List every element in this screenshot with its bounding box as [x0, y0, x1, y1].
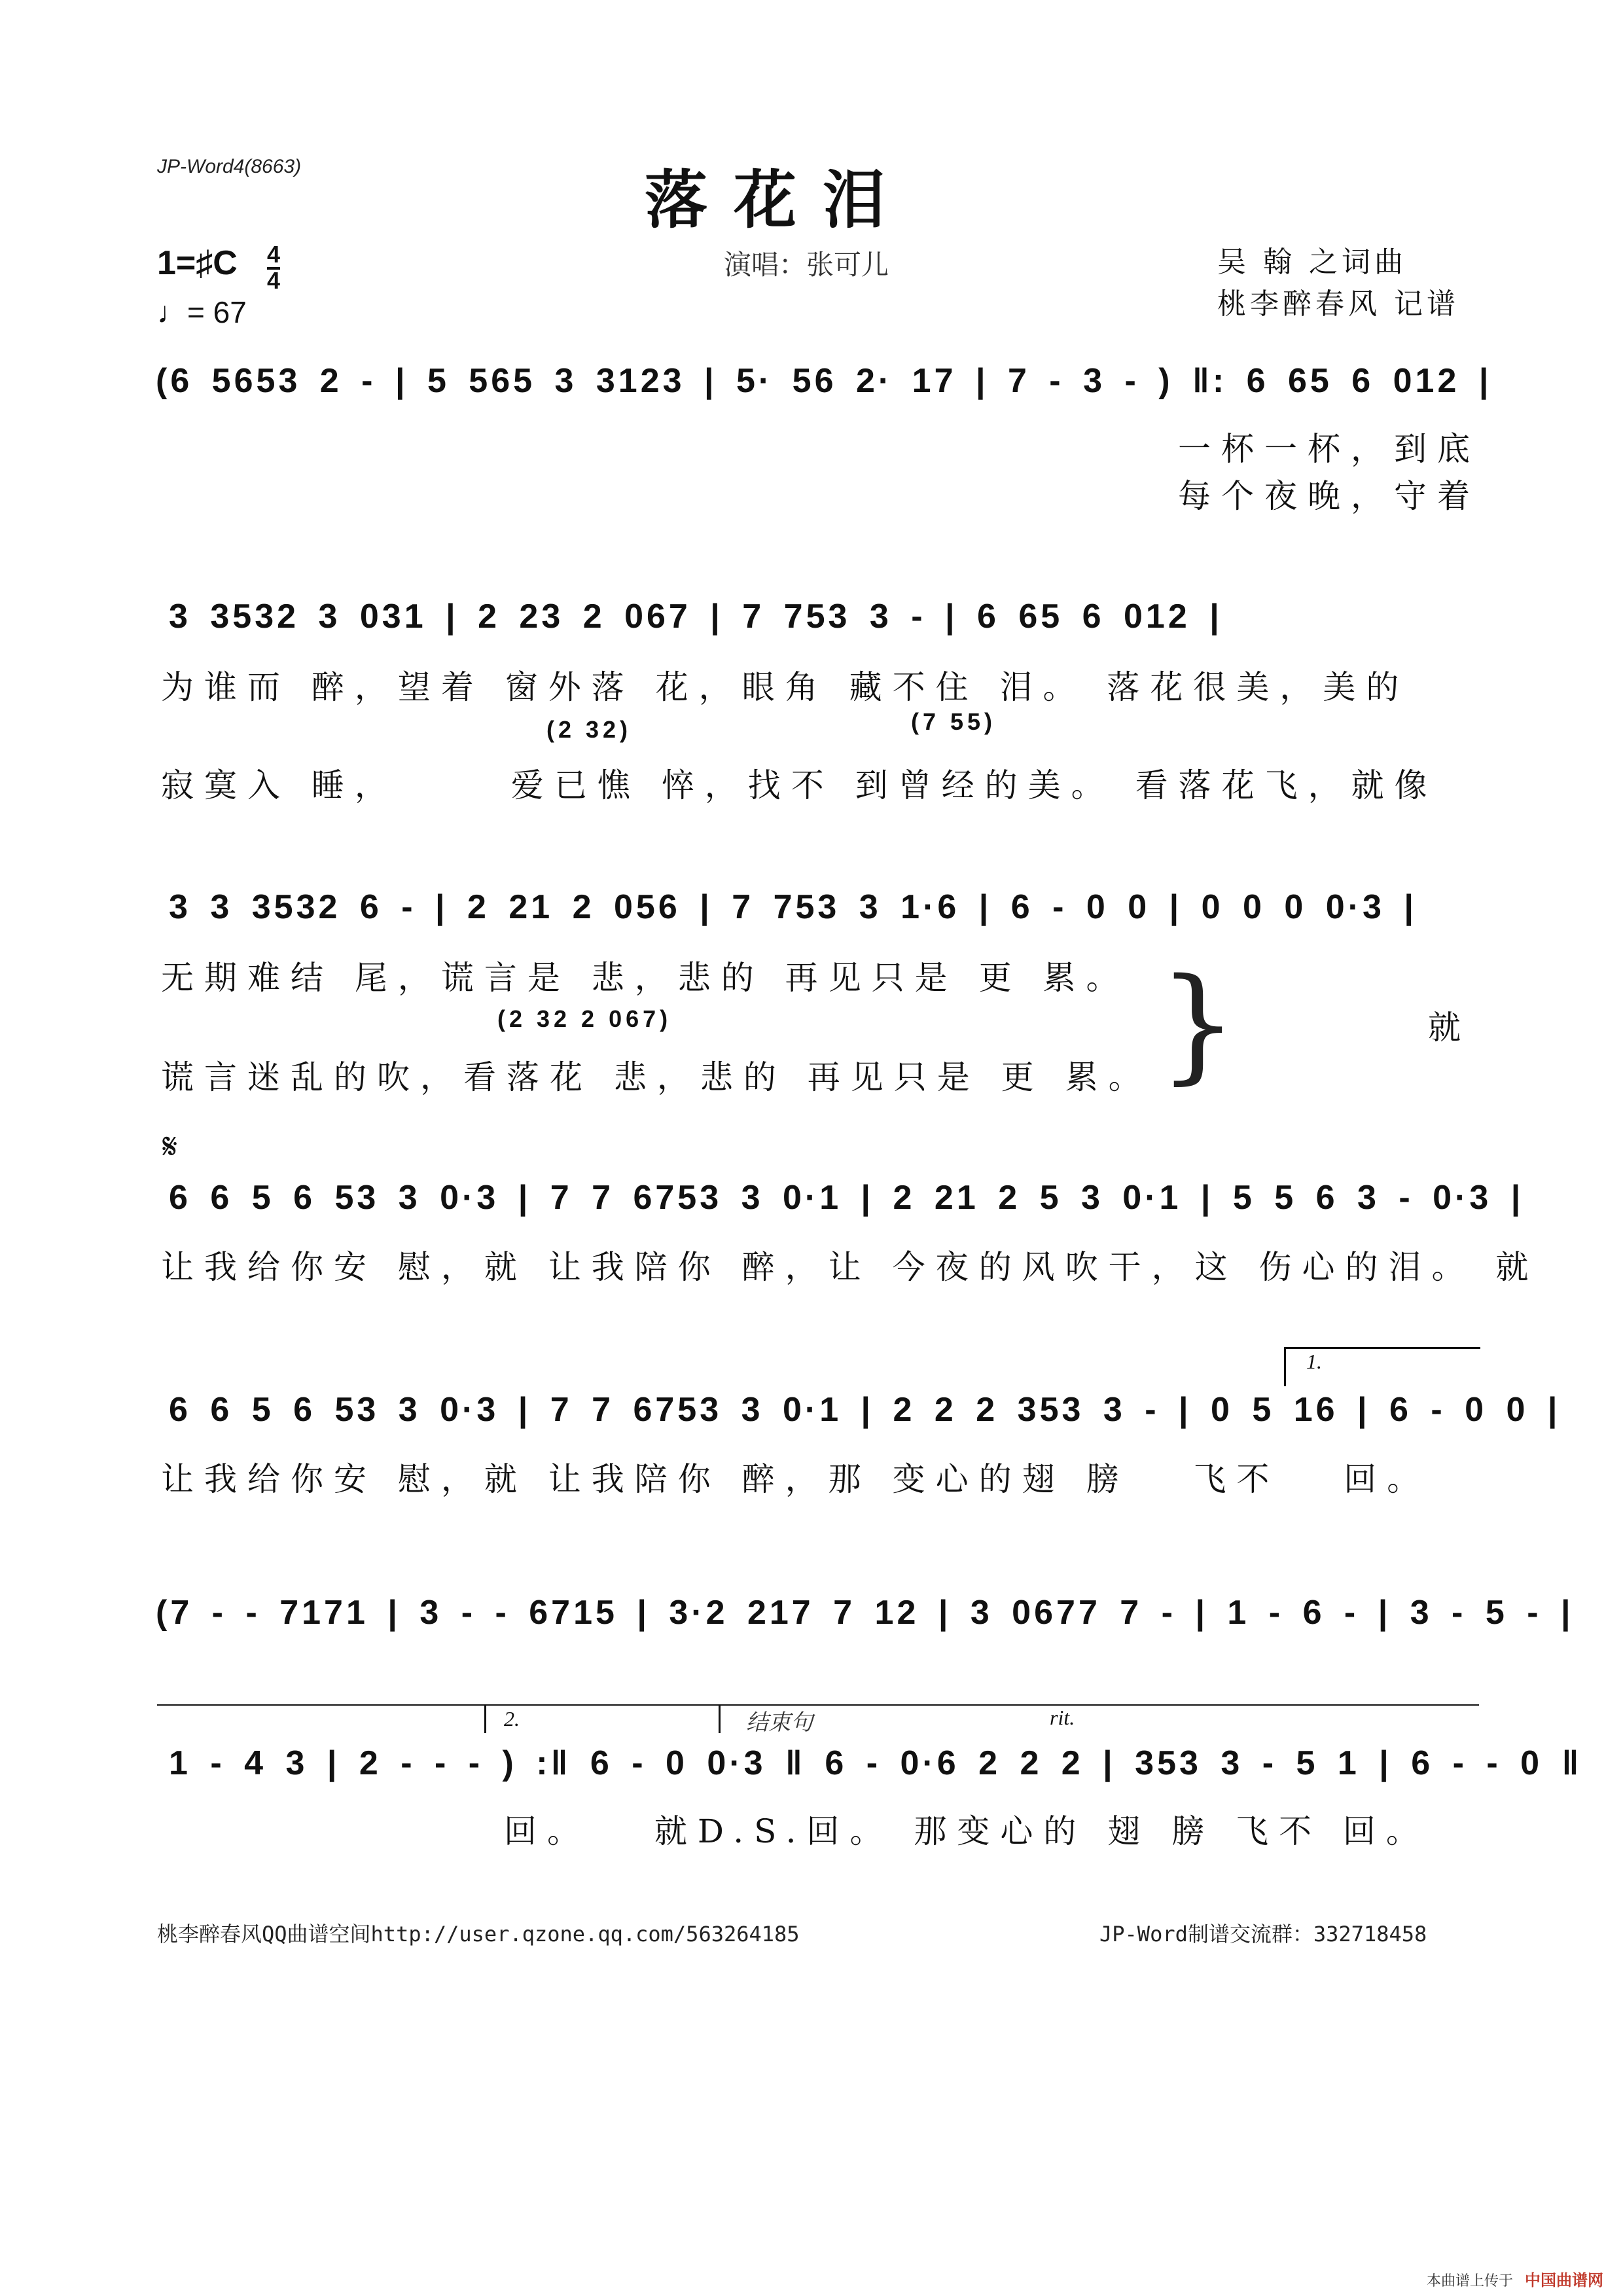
time-signature: 4 4	[267, 241, 281, 294]
composer-credit: 吴 翰 之词曲	[1217, 245, 1407, 279]
variant-notes-2a: (2 32)	[546, 716, 632, 743]
ritardando-mark: rit.	[1050, 1706, 1075, 1729]
tempo-mark: ♩= 67	[157, 295, 247, 329]
site-logo: 中国曲谱网	[1525, 2271, 1603, 2289]
song-title: 落花泪	[645, 163, 912, 237]
footer-left: 桃李醉春风QQ曲谱空间http://user.qzone.qq.com/563264185	[157, 1922, 800, 1946]
notation-line-4: 6 6 5 6 53 3 0·3 | 7 7 6753 3 0·1 | 2 21 2 5 3 0·1 | 5 5 6 3 - 0·3 |	[169, 1179, 1524, 1217]
footer-right: JP-Word制谱交流群：332718458	[1099, 1922, 1427, 1946]
lyric-line-3b: 谎言迷乱的吹，看落花 悲，悲的 再见只是 更 累。	[161, 1058, 1152, 1096]
lyric-line-4: 让我给你安 慰，就 让我陪你 醉，让 今夜的风吹干，这 伤心的泪。 就	[161, 1248, 1539, 1286]
transcriber-credit: 桃李醉春风 记谱	[1217, 287, 1459, 321]
notation-line-6: (7 - - 7171 | 3 - - 6715 | 3·2 217 7 12 | 3 0677 7 - | 1 - 6 - | 3 - 5 - |	[156, 1594, 1574, 1632]
lyric-line-1b: 每个夜晚，守着	[1178, 477, 1480, 515]
notation-line-1: (6 5653 2 - | 5 565 3 3123 | 5· 56 2· 17 | 7 - 3 - ) ‖: 6 65 6 012 |	[156, 362, 1492, 400]
pickup-lyric: 就	[1428, 1009, 1471, 1047]
coda-bracket-edge	[719, 1704, 721, 1733]
lyric-line-2a: 为谁而 醉，望着 窗外落 花，眼角 藏不住 泪。 落花很美，美的	[161, 668, 1410, 706]
volta-2-label: 2.	[504, 1707, 520, 1731]
notation-line-3: 3 3 3532 6 - | 2 21 2 056 | 7 753 3 1·6 | 6 - 0 0 | 0 0 0 0·3 |	[169, 888, 1417, 926]
variant-notes-3: (2 32 2 067)	[497, 1005, 672, 1032]
upload-stamp: 本曲谱上传于	[1427, 2273, 1514, 2289]
singer-credit: 演唱：张可儿	[724, 249, 889, 281]
system-top-rule	[157, 1704, 1479, 1706]
volta-1-label: 1.	[1306, 1350, 1322, 1373]
volta-bracket-2-edge	[484, 1704, 486, 1733]
notation-line-2: 3 3532 3 031 | 2 23 2 067 | 7 753 3 - | 6 65 6 012 |	[169, 598, 1222, 636]
lyric-line-7: 回。 就D.S.回。 那变心的 翅 膀 飞不 回。	[504, 1812, 1429, 1850]
notation-line-5: 6 6 5 6 53 3 0·3 | 7 7 6753 3 0·1 | 2 2 2 353 3 - | 0 5 16 | 6 - 0 0 |	[169, 1391, 1561, 1429]
variant-notes-2b: (7 55)	[911, 708, 997, 735]
key-signature: 1=♯C	[157, 244, 238, 282]
verse-brace: }	[1158, 952, 1238, 1096]
volta-bracket-1-edge	[1284, 1347, 1286, 1386]
notation-line-7: 1 - 4 3 | 2 - - - ) :‖ 6 - 0 0·3 ‖ 6 - 0·6 2 2 2 | 353 3 - 5 1 | 6 - - 0 ‖	[169, 1744, 1582, 1782]
volta-bracket-1	[1284, 1347, 1480, 1349]
section-label: 结束句	[746, 1710, 813, 1736]
lyric-line-2b: 寂寞入 睡， 爱已憔 悴，找不 到曾经的美。 看落花飞，就像	[161, 766, 1438, 804]
lyric-line-1a: 一杯一杯，到底	[1178, 430, 1480, 468]
lyric-line-3a: 无期难结 尾，谎言是 悲，悲的 再见只是 更 累。	[161, 959, 1130, 997]
lyric-line-5: 让我给你安 慰，就 让我陪你 醉，那 变心的翅 膀 飞不 回。	[161, 1460, 1431, 1498]
software-label: JP-Word4(8663)	[157, 156, 302, 177]
segno-sign: 𝄋	[162, 1126, 178, 1167]
